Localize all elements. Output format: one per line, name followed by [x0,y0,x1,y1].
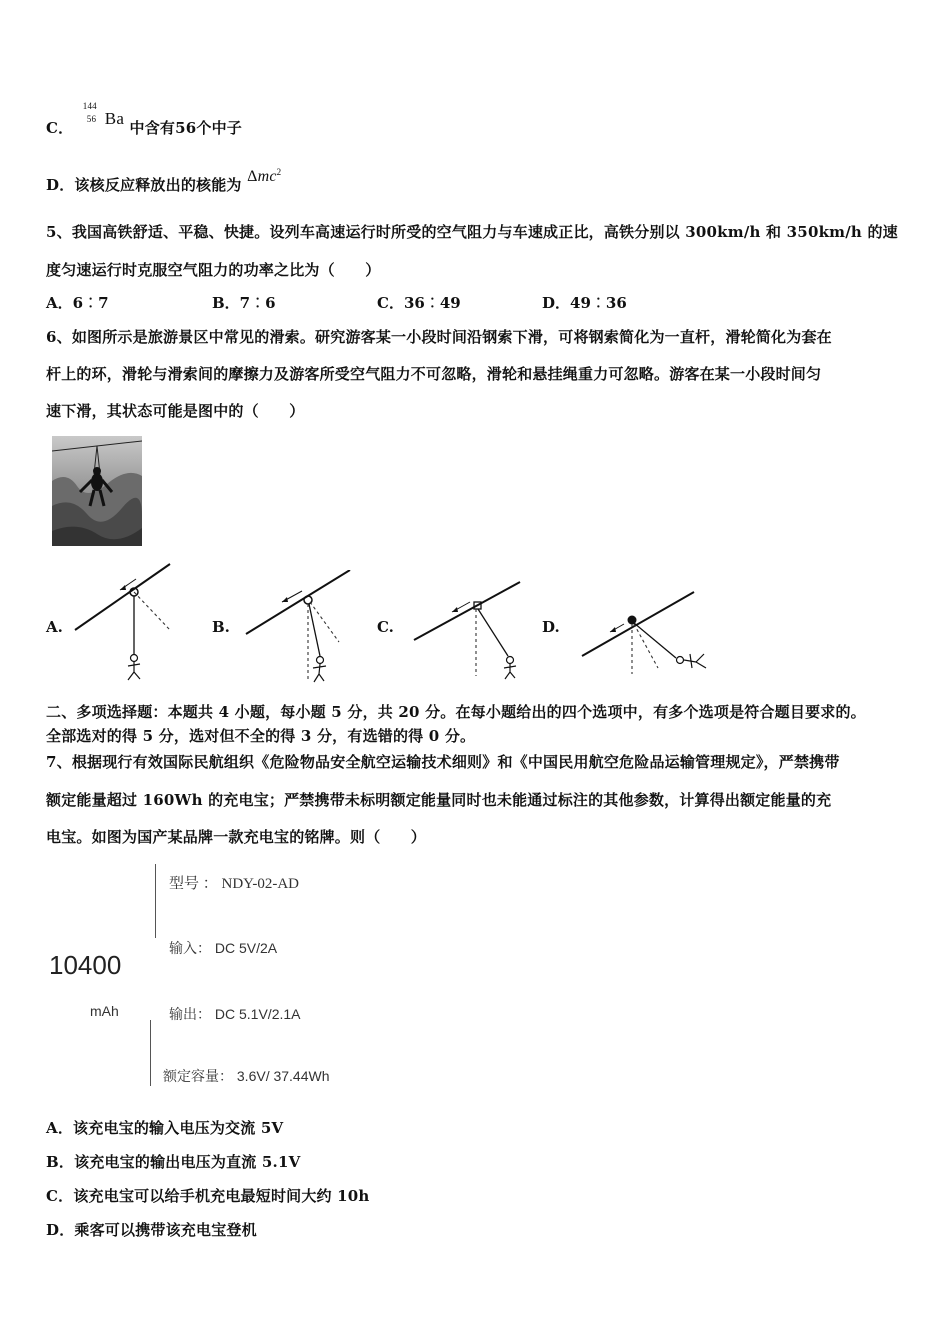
diagram-b [244,570,354,688]
q5-option-a: A．6︰7 [46,294,109,312]
fig-label-d: D. [542,618,560,636]
energy-formula: Δmc$^2$ [247,167,282,185]
section2-header-line2: 全部选对的得 5 分，选对但不全的得 3 分，有选错的得 0 分。 [46,727,476,745]
q7-option-d: D．乘客可以携带该充电宝登机 [46,1221,257,1239]
q7-option-a: A．该充电宝的输入电压为交流 5V [46,1119,284,1137]
output-spec: 输出： DC 5.1V/2.1A [169,1006,301,1022]
rated-capacity: 额定容量： 3.6V/ 37.44Wh [163,1068,330,1084]
isotope-notation: 144 56 [82,101,97,124]
fig-label-b: B. [212,618,230,636]
q6-stem-line2: 杆上的环，滑轮与滑索间的摩擦力及游客所受空气阻力不可忽略，滑轮和悬挂绳重力可忽略。游客在某一小段时间匀 [46,365,822,383]
q5-stem-line1: 5、我国高铁舒适、平稳、快捷。设列车高速运行时所受的空气阻力与车速成正比，高铁分别以 300km/h 和 350km/h 的速 [46,223,898,241]
zipline-photo [52,436,142,546]
fig-label-a: A. [46,618,63,636]
q6-stem-line1: 6、如图所示是旅游景区中常见的滑索。研究游客某一小段时间沿钢索下滑，可将钢索简化为一直杆，滑轮简化为套在 [46,328,832,346]
diagram-a [70,562,180,684]
q6-stem-line3: 速下滑，其状态可能是图中的（ ） [46,402,305,420]
q4-option-d: D．该核反应释放出的核能为 Δmc$^2$ [46,167,282,194]
section2-header-line1: 二、多项选择题：本题共 4 小题，每小题 5 分，共 20 分。在每小题给出的四个选项中，有多个选项是符合题目要求的。 [46,703,866,721]
q5-option-d: D．49︰36 [542,294,627,312]
nameplate-divider-bottom [150,1020,151,1086]
q7-stem-line1: 7、根据现行有效国际民航组织《危险物品安全航空运输技术细则》和《中国民用航空危险品运输管理规定》，严禁携带 [46,753,840,771]
q7-option-c: C．该充电宝可以给手机充电最短时间大约 10h [46,1187,370,1205]
diagram-c [412,580,524,680]
diagram-d [580,588,716,678]
q5-option-b: B．7︰6 [212,294,276,312]
input-spec: 输入： DC 5V/2A [169,940,278,956]
q7-stem-line3: 电宝。如图为国产某品牌一款充电宝的铭牌。则（ ） [46,828,427,846]
q7-stem-line2: 额定能量超过 160Wh 的充电宝；严禁携带未标明额定能量同时也未能通过标注的其他参数，计算得出额定能量的充 [46,791,832,809]
q4-option-c: C． 144 56 Ba 中含有56个中子 [46,101,242,137]
model-number: 型号 ： NDY-02-AD [169,876,299,892]
nameplate-divider-top [155,864,156,938]
fig-label-c: C. [377,618,394,636]
capacity-unit: mAh [90,1003,119,1019]
q5-stem-line2: 度匀速运行时克服空气阻力的功率之比为（ ） [46,261,381,279]
element-symbol: Ba [104,109,125,128]
q5-option-c: C．36︰49 [377,294,461,312]
option-label: C． [46,119,74,137]
q7-option-b: B．该充电宝的输出电压为直流 5.1V [46,1153,301,1171]
capacity-value: 10400 [49,950,122,980]
